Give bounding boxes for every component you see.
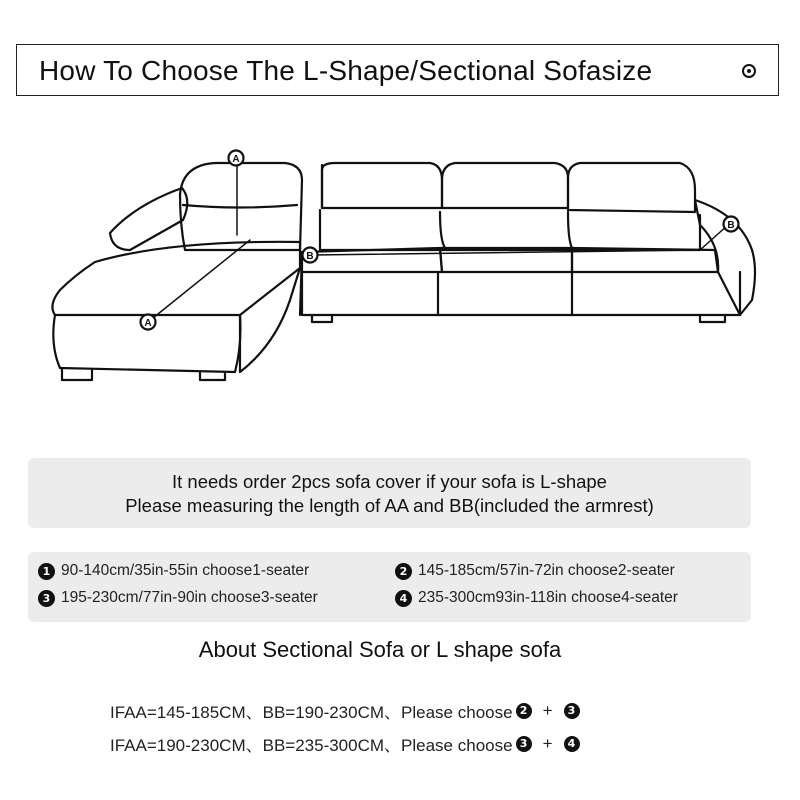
marker-a-top	[229, 151, 244, 166]
option-2	[395, 562, 675, 580]
svg-text:B: B	[727, 220, 735, 231]
option-range: 235-300cm93in-118in choose	[418, 589, 622, 606]
plus-sign: +	[542, 733, 553, 753]
note-line-1: It needs order 2pcs sofa cover if your sofa is L-shape	[172, 471, 607, 492]
option-range: 90-140cm/35in-55in choose	[61, 562, 253, 579]
advice-text: IFAA=145-185CM、BB=190-230CM、Please choose	[110, 703, 513, 722]
number-3-icon: 3	[516, 736, 532, 752]
option-seater: 1-seater	[252, 562, 310, 579]
title-box	[16, 44, 779, 96]
note-line-2: Please measuring the length of AA and BB(included the armrest)	[125, 495, 654, 516]
number-2-icon: 2	[395, 563, 412, 580]
target-circle-icon	[742, 64, 756, 78]
marker-b-left	[303, 248, 318, 263]
sectional-section	[300, 163, 755, 322]
svg-text:A: A	[232, 154, 240, 165]
advice-text: IFAA=190-230CM、BB=235-300CM、Please choose	[110, 736, 513, 755]
number-4-icon: 4	[564, 736, 580, 752]
option-seater: 2-seater	[617, 562, 675, 579]
measure-note	[28, 458, 751, 528]
number-3-icon: 3	[38, 590, 55, 607]
plus-sign: +	[542, 700, 553, 720]
number-4-icon: 4	[395, 590, 412, 607]
advice-row-1	[110, 698, 583, 723]
sofa-illustration	[40, 140, 770, 390]
marker-b-right	[724, 217, 739, 232]
option-4	[395, 589, 678, 607]
option-range: 195-230cm/77in-90in choose	[61, 589, 261, 606]
marker-a-bottom	[141, 315, 156, 330]
option-seater: 4-seater	[621, 589, 678, 606]
number-1-icon: 1	[38, 563, 55, 580]
chaise-section	[52, 163, 302, 380]
number-3-icon: 3	[564, 703, 580, 719]
svg-text:A: A	[144, 318, 152, 329]
number-2-icon: 2	[516, 703, 532, 719]
advice-row-2	[110, 731, 583, 756]
option-1	[38, 562, 309, 580]
option-range: 145-185cm/57in-72in choose	[418, 562, 618, 579]
option-3	[38, 589, 318, 607]
option-seater: 3-seater	[260, 589, 318, 606]
page-title: How To Choose The L-Shape/Sectional Sofasize	[39, 55, 653, 86]
svg-text:B: B	[306, 251, 314, 262]
about-title: About Sectional Sofa or L shape sofa	[198, 637, 562, 662]
size-options	[28, 552, 751, 622]
